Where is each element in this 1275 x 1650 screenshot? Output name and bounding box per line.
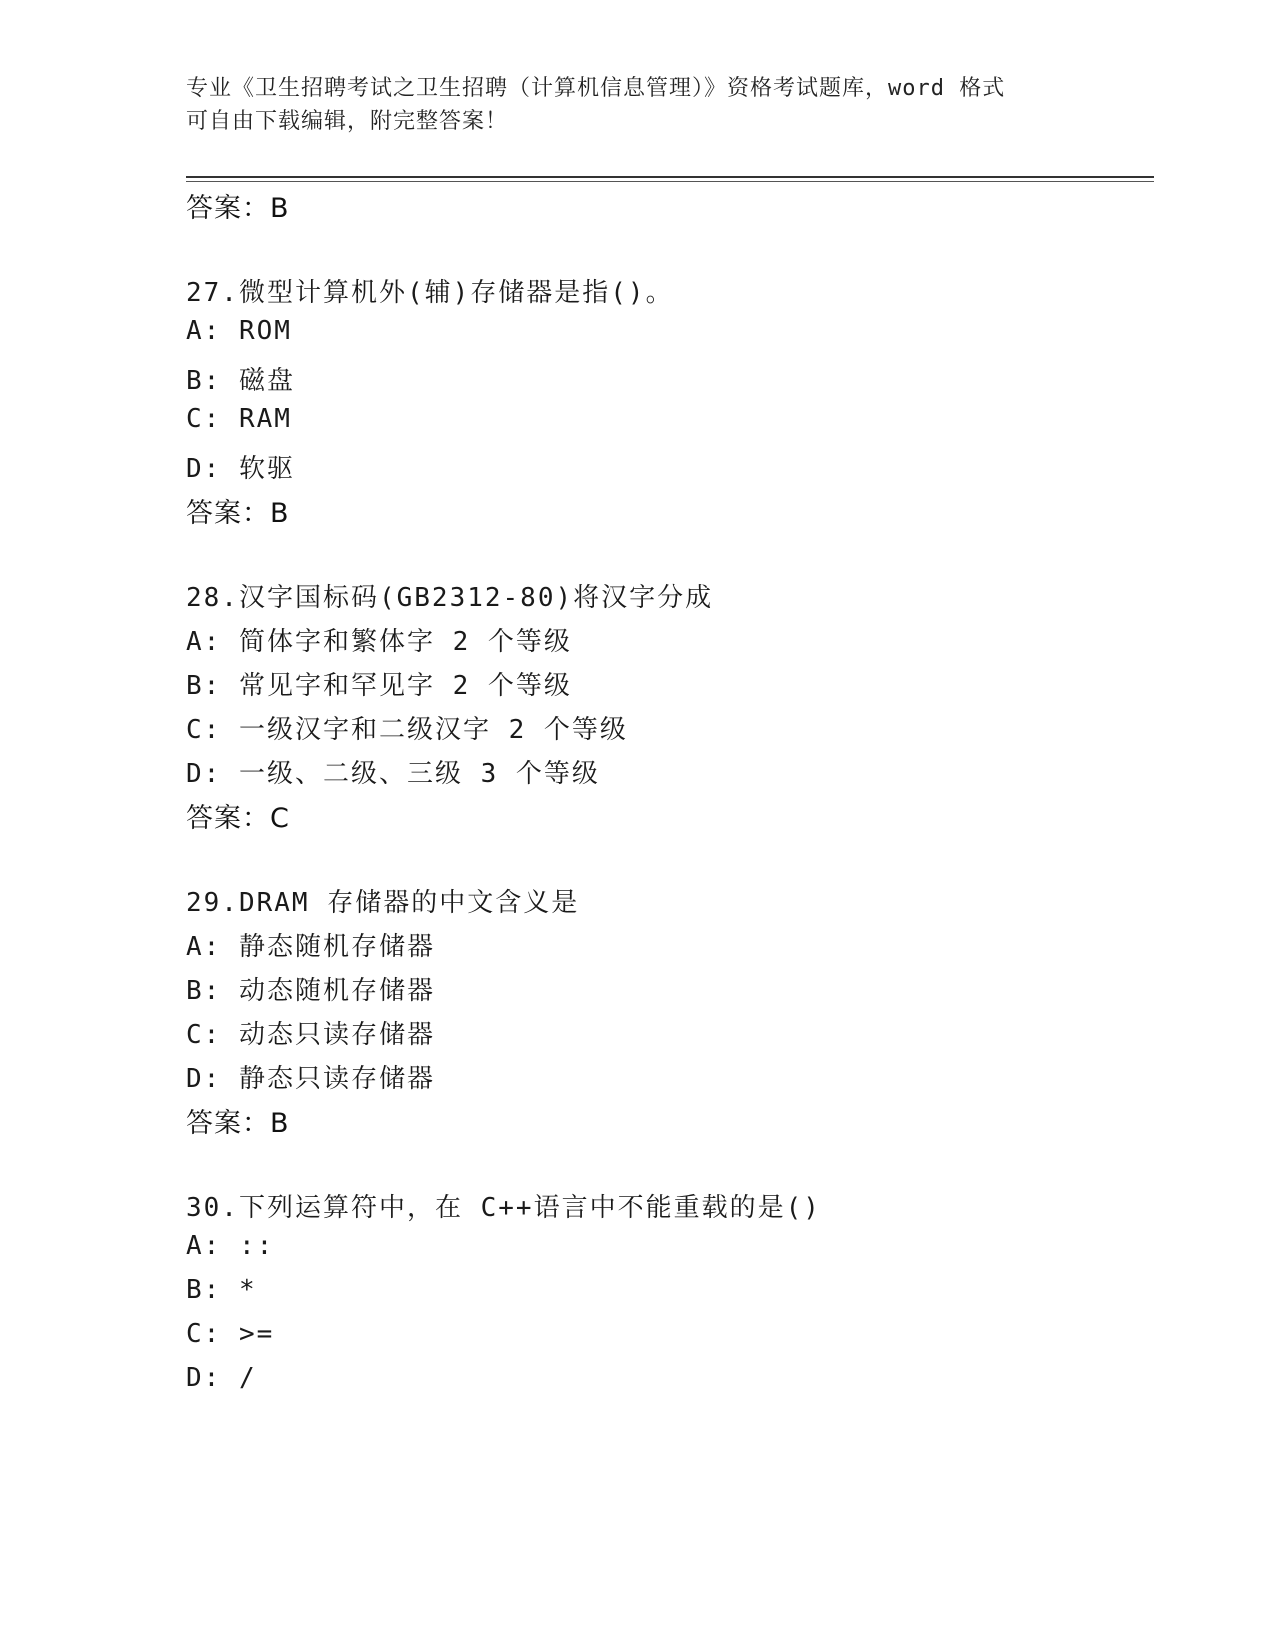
- question-28-option-b: B: 常见字和罕见字 2 个等级: [186, 671, 572, 701]
- header-divider-thick: [186, 176, 1154, 178]
- question-30-option-c: C: >=: [186, 1319, 275, 1349]
- header-line-2: 可自由下载编辑，附完整答案！: [186, 109, 509, 134]
- question-27-stem: 27.微型计算机外(辅)存储器是指()。: [186, 278, 674, 308]
- question-27-option-b: B: 磁盘: [186, 366, 295, 396]
- question-28-answer: 答案：C: [186, 803, 290, 834]
- question-27-option-d: D: 软驱: [186, 454, 295, 484]
- question-28-stem: 28.汉字国标码(GB2312-80)将汉字分成: [186, 583, 714, 613]
- question-29-option-a: A: 静态随机存储器: [186, 932, 435, 962]
- question-29-stem: 29.DRAM 存储器的中文含义是: [186, 888, 580, 918]
- question-29-option-d: D: 静态只读存储器: [186, 1064, 435, 1094]
- question-29-option-c: C: 动态只读存储器: [186, 1020, 435, 1050]
- question-29-option-b: B: 动态随机存储器: [186, 976, 435, 1006]
- header-divider-thin: [186, 181, 1154, 182]
- header-line-1: 专业《卫生招聘考试之卫生招聘（计算机信息管理）》资格考试题库，word 格式: [186, 76, 1006, 101]
- question-30-option-b: B: *: [186, 1275, 257, 1305]
- question-30-option-d: D: /: [186, 1363, 257, 1393]
- question-28-option-c: C: 一级汉字和二级汉字 2 个等级: [186, 715, 628, 745]
- question-28-option-d: D: 一级、二级、三级 3 个等级: [186, 759, 600, 789]
- question-28-option-a: A: 简体字和繁体字 2 个等级: [186, 627, 572, 657]
- question-30-stem: 30.下列运算符中，在 C++语言中不能重载的是(): [186, 1193, 821, 1223]
- document-header: [186, 72, 1086, 138]
- question-27-answer: 答案：B: [186, 498, 290, 529]
- question-29-answer: 答案：B: [186, 1108, 290, 1139]
- question-30-option-a: A: ::: [186, 1231, 275, 1261]
- previous-answer: 答案：B: [186, 193, 290, 224]
- question-27-option-c: C: RAM: [186, 404, 292, 434]
- question-27-option-a: A: ROM: [186, 316, 292, 346]
